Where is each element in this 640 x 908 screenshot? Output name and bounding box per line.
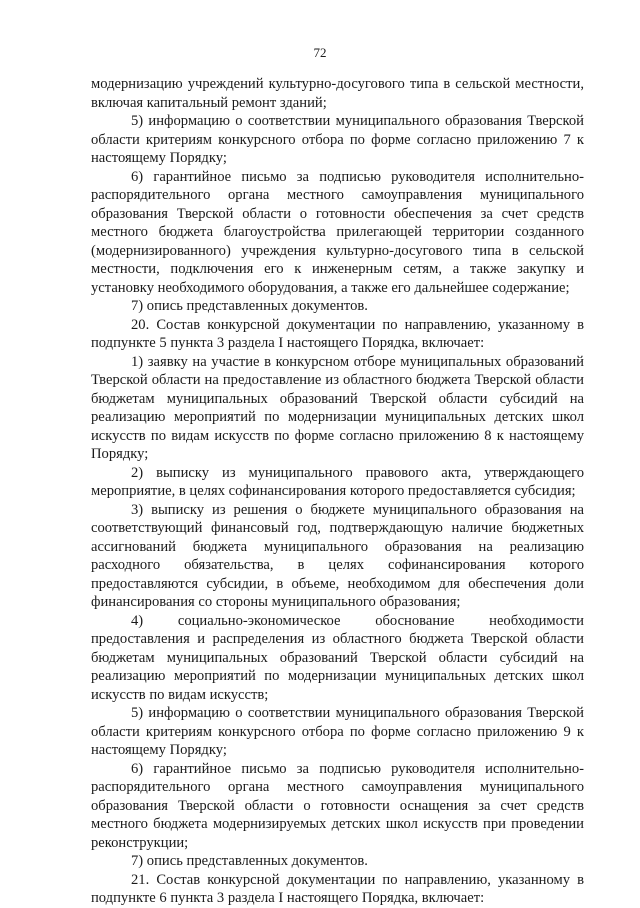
page-number: 72 [313,45,327,60]
paragraph-item-7-inventory: 7) опись представленных документов. [131,298,368,314]
document-body [91,75,584,908]
paragraph-item-2-legal-act-extract: 2) выписку из муниципального правового акта, утверждающего мероприятие, в целях софинансирования которого предоставляется субсидия; [91,464,584,499]
paragraph-item-3-budget-extract: 3) выписку из решения о бюджете муниципального образования на соответствующий финансовый год, подтверждающую наличие бюджетных ассигнований бюджета муниципального образования на реализацию расходного обязательства, в целях софинансирования которого предоставляются субсидии, в объеме, необходимом для обеспечения доли финансирования со стороны муниципального образования; [91,501,584,610]
paragraph-item-7-inventory: 7) опись представленных документов. [131,853,368,869]
paragraph-item-6-guarantee-letter: 6) гарантийное письмо за подписью руководителя исполнительно-распорядительного органа местного самоуправления муниципального образования Тверской области о готовности оснащения за счет средств местного бюджета модернизируемых детских школ искусств при проведении реконструкции; [91,760,584,851]
paragraph-item-5-criteria-info: 5) информацию о соответствии муниципального образования Тверской области критериям конкурсного отбора по форме согласно приложению 7 к настоящему Порядку; [91,113,584,166]
paragraph-section-21: 21. Состав конкурсной документации по направлению, указанному в подпункте 6 пункта 3 раздела I настоящего Порядка, включает: [91,871,584,906]
paragraph-item-6-guarantee-letter: 6) гарантийное письмо за подписью руководителя исполнительно-распорядительного органа местного самоуправления муниципального образования Тверской области о готовности обеспечения за счет средств местного бюджета благоустройства прилегающей территории созданного (модернизированного) учреждения культурно-досугового типа в сельской местности, подключения его к инженерным сетям, а также закупку и установку необходимого оборудования, а также его дальнейшее содержание; [91,168,584,296]
paragraph-section-20: 20. Состав конкурсной документации по направлению, указанному в подпункте 5 пункта 3 раздела I настоящего Порядка, включает: [91,316,584,351]
paragraph-item-4-justification: 4) социально-экономическое обоснование необходимости предоставления и распределения из областного бюджета Тверской области бюджетам муниципальных образований Тверской области субсидий на реализацию мероприятий по модернизации муниципальных детских школ искусств по видам искусств; [91,612,584,703]
paragraph-item-5-criteria-info: 5) информацию о соответствии муниципального образования Тверской области критериям конкурсного отбора по форме согласно приложению 9 к настоящему Порядку; [91,705,584,758]
paragraph-continuation: модернизацию учреждений культурно-досугового типа в сельской местности, включая капитальный ремонт зданий; [91,76,584,111]
paragraph-item-1-application: 1) заявку на участие в конкурсном отборе муниципальных образований Тверской области на предоставление из областного бюджета Тверской области бюджетам муниципальных образований Тверской области субсидий на реализацию мероприятий по модернизации муниципальных детских школ искусств по видам искусств по форме согласно приложению 8 к настоящему Порядку; [91,353,584,462]
